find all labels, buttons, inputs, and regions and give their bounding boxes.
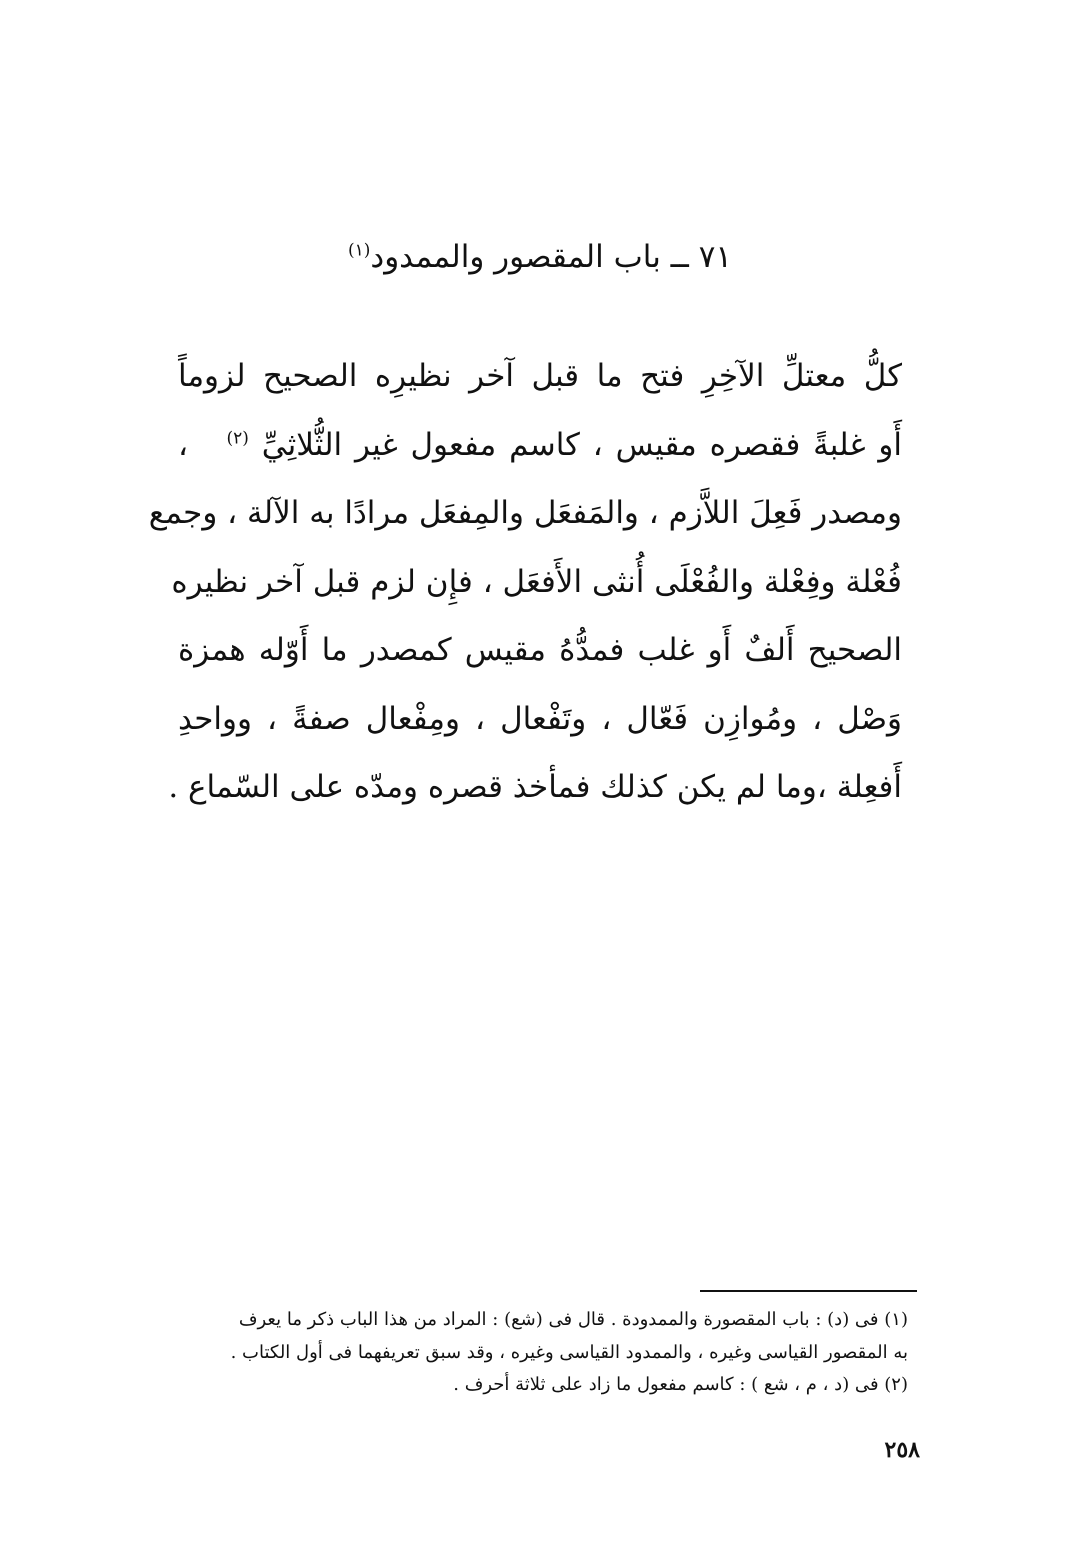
footnotes — [180, 1304, 908, 1402]
body-line-2 — [178, 411, 902, 480]
footnote-line-1: (١) فى (د) : باب المقصورة والممدودة . قال فى (شع) : المراد من هذا الباب ذكر ما يعرف — [238, 1309, 908, 1330]
chapter-heading — [180, 232, 900, 282]
footnote-divider — [700, 1290, 917, 1292]
footnote-ref-2: (٢) — [226, 428, 249, 449]
body-line-2-text: أَو غلبةً فقصره مقيس ، كاسم مفعول غير الثُّلاثِيِّ — [261, 426, 903, 463]
body-line-2-tail: ، — [178, 426, 189, 463]
page-number: ٢٥٨ — [884, 1437, 920, 1463]
body-text — [148, 342, 903, 822]
body-line-4: فُعْلة وفِعْلة والفُعْلَى أُنثى الأَفعَل ، فإِن لزم قبل آخر نظيره — [171, 563, 902, 600]
chapter-title: ٧١ ــ باب المقصور والممدود — [370, 239, 733, 275]
body-line-3: ومصدر فَعِلَ اللاَّزم ، والمَفعَل والمِفعَل مرادًا به الآلة ، وجمع — [148, 495, 902, 531]
footnote-line-2: به المقصور القياسى وغيره ، والممدود القياسى وغيره ، وقد سبق تعريفهما فى أول الكتاب . — [230, 1341, 908, 1363]
footnote-ref-1: (١) — [347, 240, 371, 261]
body-line-6: وَصْل ، ومُوازِن فَعّال ، وتَفْعال ، ومِفْعال صفةً ، وواحدِ — [178, 700, 902, 737]
footnote-line-3: (٢) فى (د ، م ، شع ) : كاسم مفعول ما زاد على ثلاثة أحرف . — [453, 1374, 908, 1395]
body-line-7: أَفعِلة ،وما لم يكن كذلك فمأخذ قصره ومدّه على السّماع . — [168, 769, 902, 805]
body-line-1: كلُّ معتلِّ الآخِرِ فتح ما قبل آخر نظيرِه الصحيح لزوماً — [178, 358, 902, 394]
body-line-5: الصحيح أَلفٌ أَو غلب فمدُّهُ مقيس كمصدر ما أَوّله همزة — [178, 632, 902, 668]
